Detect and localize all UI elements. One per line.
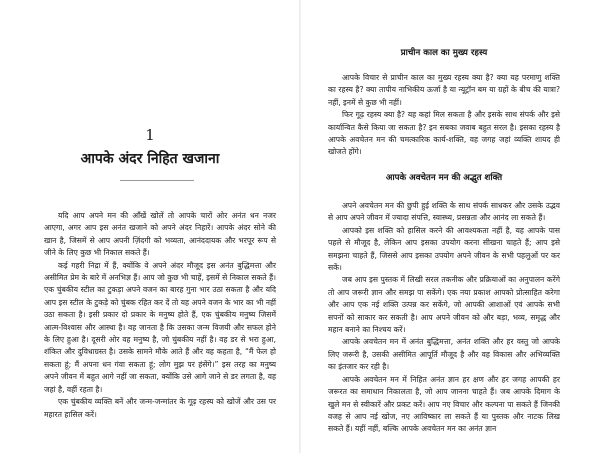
paragraph: आपके अवचेतन मन में अनंत बुद्धिमत्ता, अनंत शक्ति और हर वस्तु जो आपके लिए जरूरी है, उसकी असीमित आपूर्ति मौजूद है और वह विकास और अभिव्यक्ति का इंतजार कर रही है।	[328, 337, 560, 372]
paragraph: अपने अवचेतन मन की छुपी हुई शक्ति के साथ संपर्क साधकर और उसके उद्भव से आप अपने जीवन में ज्यादा संपत्ति, स्वास्थ्य, प्रसन्नता और आनंद ला सकते हैं।	[328, 201, 560, 223]
title-divider	[120, 180, 194, 181]
section-heading: आपके अवचेतन मन की अद्भुत शक्ति	[385, 173, 503, 183]
paragraph: आपको इस शक्ति को हासिल करने की आवश्यकता नहीं है, यह आपके पास पहले से मौजूद है, लेकिन आप इसका उपयोग करना सीखना चाहते हैं; आप इसे समझना चाहते हैं, जिससे आप इसका उपयोग अपने जीवन के सभी पहलुओं पर कर सकें।	[328, 225, 560, 273]
right-body-section2	[328, 200, 560, 436]
paragraph: कई गहरी निद्रा में हैं, क्योंकि वे अपने अंदर मौजूद इस अनंत बुद्धिमत्ता और असीमित प्रेम के बारे में अनभिज्ञ हैं। आप जो कुछ भी चाहें, इसमें से निकाल सकते हैं। एक चुंबकीय स्टील का टुकड़ा अपने वजन का बारह गुना भार उठा सकता है और यदि आप इस स्टील के टुकड़े को चुंबक रहित कर दें तो यह अपने वजन के भार का भी नहीं उठा सकता है। इसी प्रकार दो प्रकार के मनुष्य होते हैं, एक चुंबकीय मनुष्य जिसमें आत्म-विश्वास और आस्था है। वह जानता है कि उसका जन्म विजयी और सफल होने के लिए हुआ है। दूसरी ओर वह मनुष्य है, जो चुंबकीय नहीं है। वह डर से भरा हुआ, शंकित और दुविधाग्रस्त है। उसके सामने मौके आते हैं और वह कहता है, “मैं फेल हो सकता हूं; मैं अपना धन गंवा सकता हूं; लोग मुझ पर हंसेंगे।” इस तरह का मनुष्य अपने जीवन में बहुत आगे नहीं जा सकता, क्योंकि उसे आगे जाने से डर लगता है, वह जहां है, वहीं रहता है।	[44, 260, 276, 394]
paragraph: एक चुंबकीय व्यक्ति बनें और जन्म-जन्मांतर के गूढ़ रहस्य को खोजें और उस पर महारत हासिल करें।	[44, 397, 276, 419]
section-heading: प्राचीन काल का मुख्य रहस्य	[400, 48, 488, 58]
paragraph: जब आप इस पुस्तक में लिखी सरल तकनीक और प्रक्रियाओं का अनुपालन करेंगे तो आप जरूरी ज्ञान और समझ पा सकेंगे। एक नया प्रकाश आपको प्रोत्साहित करेगा और आप एक नई शक्ति उत्पन्न कर सकेंगे, जो आपकी आशाओं एवं आपके सभी सपनों को साकार कर सकती है। आप अपने जीवन को और बड़ा, भव्य, समृद्ध और महान बनाने का निश्चय करें।	[328, 275, 560, 335]
paragraph: आपके अवचेतन मन में निहित अनंत ज्ञान हर क्षण और हर जगह आपकी हर जरूरत का समाधान निकालता है, जो आप जानना चाहते हैं। जब आपके दिमाग के खुले मन से स्वीकारें और प्रकट करें। आप नए विचार और कल्पना पा सकते हैं जिनकी वजह से आप नई खोज, नए आविष्कार ला सकते हैं या पुस्तक और नाटक लिख सकते हैं। यहीं नहीं, बल्कि आपके अवचेतन मन का अनंत ज्ञान	[328, 374, 560, 434]
chapter-number: 1	[145, 126, 155, 144]
paragraph: फिर गूढ़ रहस्य क्या है? यह कहां मिल सकता है और इसके साथ संपर्क और इसे कार्यान्वित कैसे किया जा सकता है? इन सबका जवाब बहुत सरल है। इसका रहस्य है आपके अवचेतन मन की चमत्कारिक कार्य-शक्ति, वह जगह जहां व्यक्ति शायद ही खोजते होंगे।	[328, 110, 560, 157]
paragraph: आपके विचार से प्राचीन काल का मुख्य रहस्य क्या है? क्या यह परमाणु शक्ति का रहस्य है? क्या तापीय नाभिकीय ऊर्जा है या न्यूट्रॉन बम या ग्रहों के बीच की यात्रा? नहीं, इनमें से कुछ भी नहीं।	[328, 73, 560, 107]
left-body	[44, 210, 276, 421]
chapter-title: आपके अंदर निहित खजाना	[80, 151, 220, 167]
right-body-section1	[328, 72, 560, 159]
paragraph: यदि आप अपने मन की आँखें खोलें तो आपके चारों ओर अनंत धन नजर आएगा, अगर आप इस अनंत खजाने को अपने अंदर निहारें। आपके अंदर सोने की खान है, जिसमें से आप अपनी ज़िंदगी को भव्यता, आनंददायक और भरपूर रूप से जीने के लिए कुछ भी निकाल सकते हैं।	[44, 211, 276, 258]
